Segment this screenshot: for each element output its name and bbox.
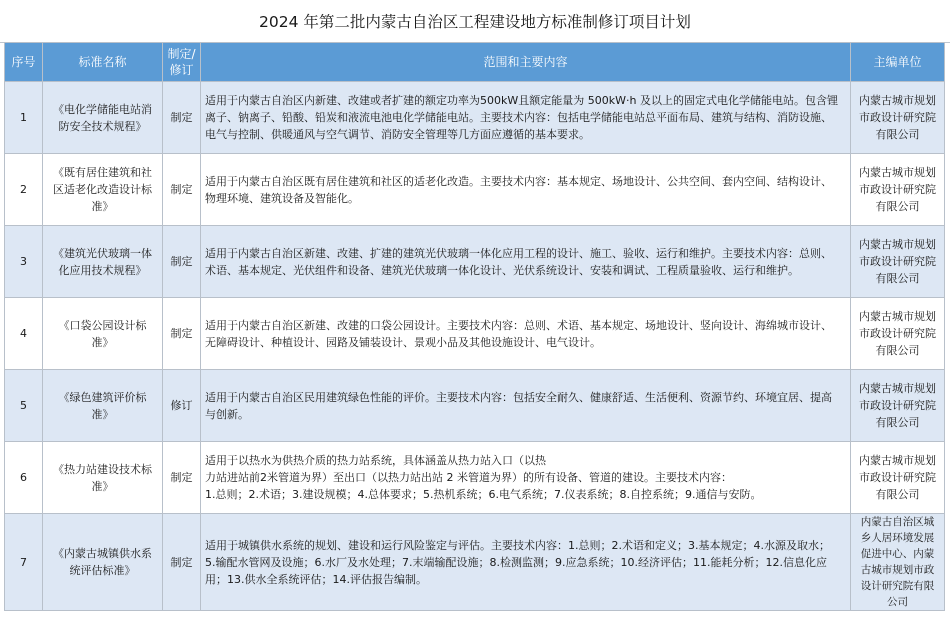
standards-plan-table [4,42,945,611]
cell-no[interactable]: 7 [5,514,43,611]
cell-unit[interactable]: 内蒙古城市规划市政设计研究院有限公司 [851,154,945,226]
cell-no[interactable]: 1 [5,82,43,154]
table-row [5,370,945,442]
cell-unit[interactable]: 内蒙古自治区城乡人居环境发展促进中心、内蒙古城市规划市政设计研究院有限公司 [851,514,945,611]
table-header-row [5,43,945,82]
cell-scope[interactable]: 适用于城镇供水系统的规划、建设和运行风险鉴定与评估。主要技术内容：1.总则；2.术语和定义；3.基本规定；4.水源及取水；5.输配水管网及设施；6.水厂及水处理；7.末端输配设施；8.检测监测；9.应急系统；10.经济评估；11.能耗分析；12.信息化应用；13.供水全系统评估；14.评估报告编制。 [201,514,851,611]
cell-unit[interactable]: 内蒙古城市规划市政设计研究院有限公司 [851,226,945,298]
table-row [5,442,945,514]
cell-name[interactable]: 《热力站建设技术标准》 [43,442,163,514]
cell-type[interactable]: 制定 [163,226,201,298]
header-unit: 主编单位 [851,43,945,82]
cell-scope[interactable]: 适用于内蒙古自治区新建、改建的口袋公园设计。主要技术内容：总则、术语、基本规定、场地设计、竖向设计、海绵城市设计、无障碍设计、种植设计、园路及铺装设计、景观小品及其他设施设计、电气设计。 [201,298,851,370]
cell-name[interactable]: 《既有居住建筑和社区适老化改造设计标准》 [43,154,163,226]
cell-scope[interactable]: 适用于内蒙古自治区民用建筑绿色性能的评价。主要技术内容：包括安全耐久、健康舒适、生活便利、资源节约、环境宜居、提高与创新。 [201,370,851,442]
cell-no[interactable]: 4 [5,298,43,370]
table-row [5,154,945,226]
scope-line: 力站进站前2米管道为界）至出口（以热力站出站 2 米管道为界）的所有设备、管道的建设。主要技术内容： [205,471,732,484]
cell-name[interactable]: 《内蒙古城镇供水系统评估标准》 [43,514,163,611]
header-no: 序号 [5,43,43,82]
cell-scope[interactable] [201,442,851,514]
sheet-title: 2024 年第二批内蒙古自治区工程建设地方标准制修订项目计划 [0,0,950,43]
cell-no[interactable]: 5 [5,370,43,442]
cell-no[interactable]: 3 [5,226,43,298]
cell-name[interactable]: 《电化学储能电站消防安全技术规程》 [43,82,163,154]
header-type: 制定/修订 [163,43,201,82]
header-name: 标准名称 [43,43,163,82]
cell-type[interactable]: 制定 [163,442,201,514]
table-row [5,298,945,370]
cell-no[interactable]: 2 [5,154,43,226]
cell-unit[interactable]: 内蒙古城市规划市政设计研究院有限公司 [851,442,945,514]
scope-line: 1.总则；2.术语；3.建设规模；4.总体要求；5.热机系统；6.电气系统；7.仪表系统；8.自控系统；9.通信与安防。 [205,488,762,501]
table-row [5,82,945,154]
cell-type[interactable]: 修订 [163,370,201,442]
cell-scope[interactable]: 适用于内蒙古自治区新建、改建、扩建的建筑光伏玻璃一体化应用工程的设计、施工、验收、运行和维护。主要技术内容：总则、术语、基本规定、光伏组件和设备、建筑光伏玻璃一体化设计、光伏系统设计、安装和调试、工程质量验收、运行和维护。 [201,226,851,298]
cell-name[interactable]: 《建筑光伏玻璃一体化应用技术规程》 [43,226,163,298]
cell-scope[interactable]: 适用于内蒙古自治区内新建、改建或者扩建的额定功率为500kW且额定能量为 500kW·h 及以上的固定式电化学储能电站。包含锂离子、钠离子、铅酸、铅炭和液流电池电化学储能电站。主要技术内容：包括电学储能电站总平面布局、建筑与结构、消防设施、电气与控制、供暖通风与空气调节、消防安全管理等几方面应遵循的基本要求。 [201,82,851,154]
cell-type[interactable]: 制定 [163,514,201,611]
cell-type[interactable]: 制定 [163,82,201,154]
cell-scope[interactable]: 适用于内蒙古自治区既有居住建筑和社区的适老化改造。主要技术内容：基本规定、场地设计、公共空间、套内空间、结构设计、物理环境、建筑设备及智能化。 [201,154,851,226]
cell-type[interactable]: 制定 [163,154,201,226]
cell-unit[interactable]: 内蒙古城市规划市政设计研究院有限公司 [851,370,945,442]
table-row [5,514,945,611]
cell-unit[interactable]: 内蒙古城市规划市政设计研究院有限公司 [851,82,945,154]
header-scope: 范围和主要内容 [201,43,851,82]
cell-name[interactable]: 《绿色建筑评价标准》 [43,370,163,442]
cell-unit[interactable]: 内蒙古城市规划市政设计研究院有限公司 [851,298,945,370]
table-row [5,226,945,298]
cell-type[interactable]: 制定 [163,298,201,370]
scope-line: 适用于以热水为供热介质的热力站系统，具体涵盖从热力站入口（以热 [205,454,546,467]
cell-no[interactable]: 6 [5,442,43,514]
cell-name[interactable]: 《口袋公园设计标准》 [43,298,163,370]
